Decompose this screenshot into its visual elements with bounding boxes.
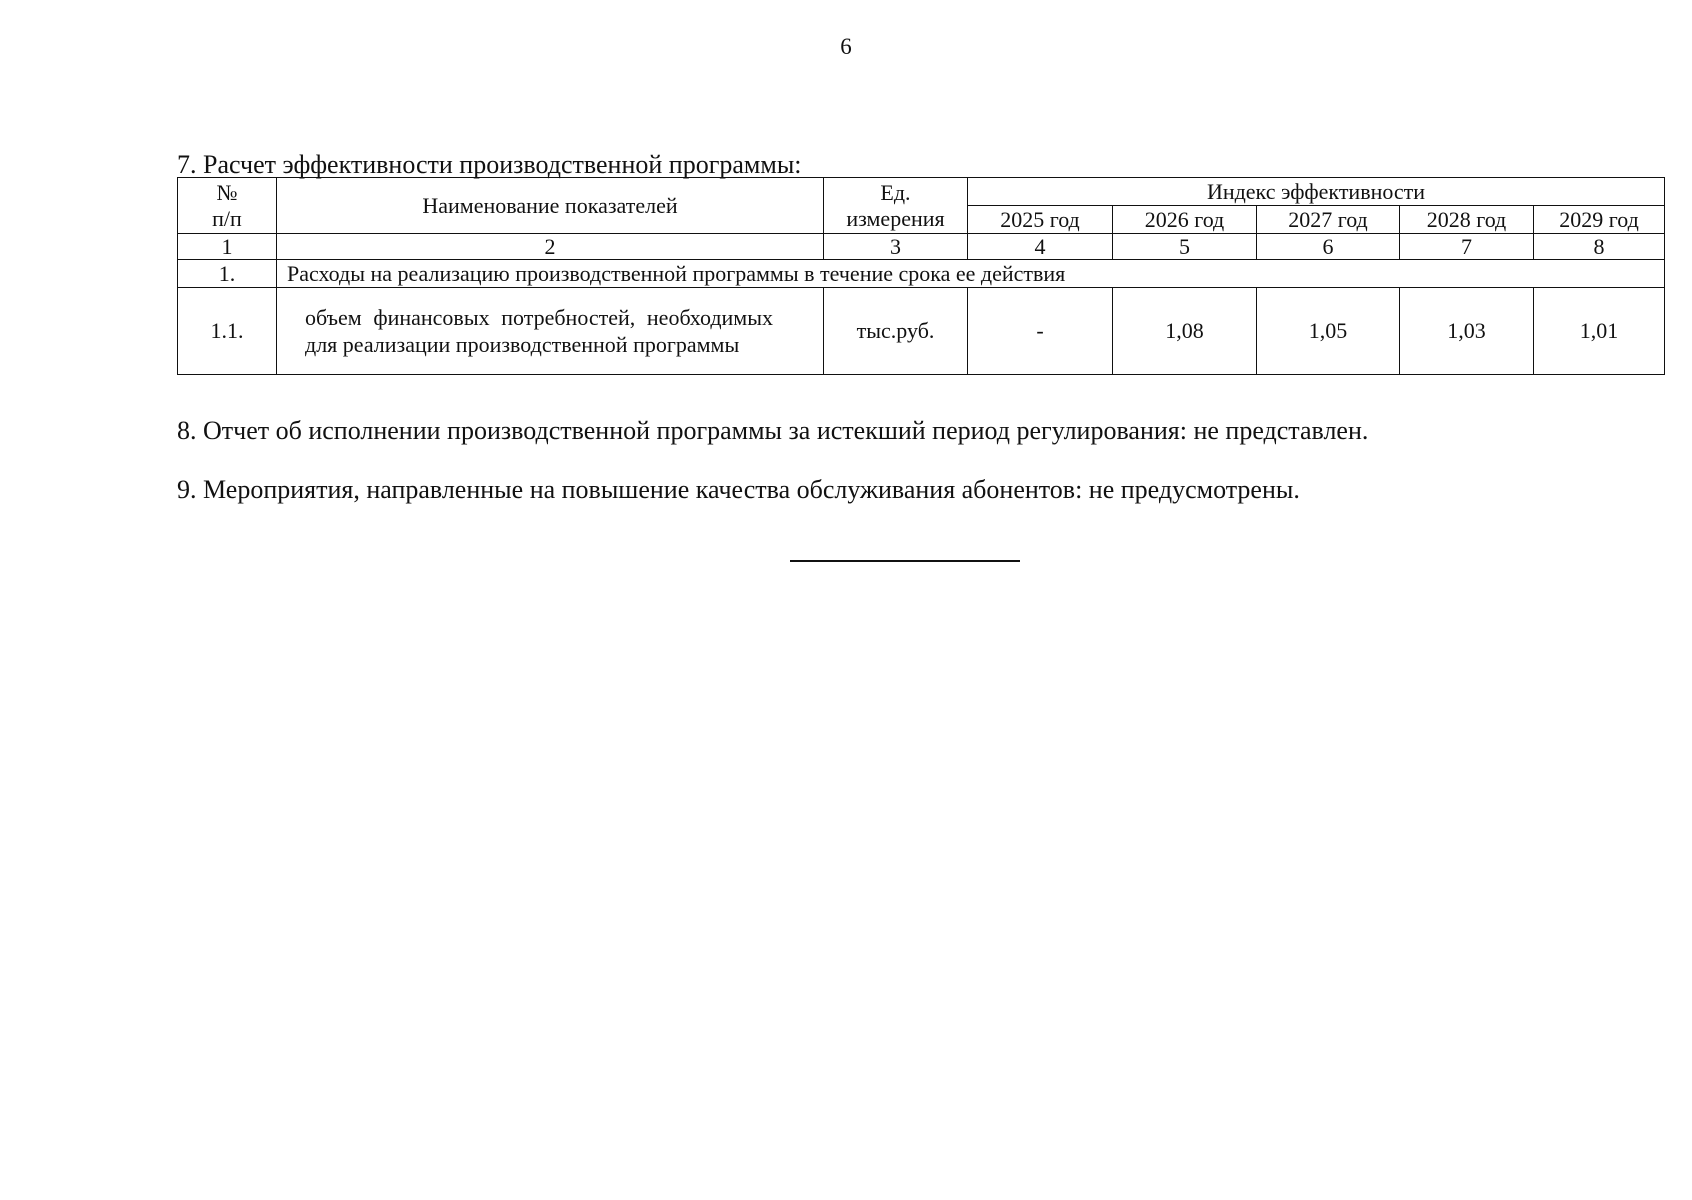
column-number: 3 bbox=[824, 234, 968, 260]
table-row bbox=[178, 288, 1665, 375]
header-unit: Ед. измерения bbox=[824, 178, 968, 234]
data-row-value-2029: 1,01 bbox=[1534, 288, 1665, 375]
header-year-2025: 2025 год bbox=[968, 206, 1113, 234]
table-header-row-1 bbox=[178, 178, 1665, 206]
column-number: 7 bbox=[1400, 234, 1534, 260]
data-row-name: объем финансовых потребностей, необходимых для реализации производственной программы bbox=[277, 288, 824, 375]
data-row-value-2025: - bbox=[968, 288, 1113, 375]
header-name: Наименование показателей bbox=[277, 178, 824, 234]
column-number-row bbox=[178, 234, 1665, 260]
data-row-unit: тыс.руб. bbox=[824, 288, 968, 375]
header-num: № п/п bbox=[178, 178, 277, 234]
efficiency-table-container bbox=[177, 177, 1664, 375]
section-row bbox=[178, 260, 1665, 288]
data-row-value-2027: 1,05 bbox=[1257, 288, 1400, 375]
data-row-value-2028: 1,03 bbox=[1400, 288, 1534, 375]
column-number: 1 bbox=[178, 234, 277, 260]
section-7-title: 7. Расчет эффективности производственной программы: bbox=[177, 150, 802, 179]
header-year-2027: 2027 год bbox=[1257, 206, 1400, 234]
column-number: 4 bbox=[968, 234, 1113, 260]
header-index: Индекс эффективности bbox=[968, 178, 1665, 206]
efficiency-table bbox=[177, 177, 1665, 375]
end-divider bbox=[790, 560, 1020, 562]
column-number: 2 bbox=[277, 234, 824, 260]
section-row-num: 1. bbox=[178, 260, 277, 288]
section-8-paragraph: 8. Отчет об исполнении производственной программы за истекший период регулирования: не представлен. bbox=[177, 416, 1369, 445]
section-row-text: Расходы на реализацию производственной программы в течение срока ее действия bbox=[277, 260, 1665, 288]
page-number: 6 bbox=[840, 34, 852, 59]
header-year-2029: 2029 год bbox=[1534, 206, 1665, 234]
section-9-paragraph: 9. Мероприятия, направленные на повышение качества обслуживания абонентов: не предусмотрены. bbox=[177, 475, 1300, 504]
column-number: 6 bbox=[1257, 234, 1400, 260]
header-year-2026: 2026 год bbox=[1113, 206, 1257, 234]
column-number: 8 bbox=[1534, 234, 1665, 260]
header-year-2028: 2028 год bbox=[1400, 206, 1534, 234]
column-number: 5 bbox=[1113, 234, 1257, 260]
data-row-num: 1.1. bbox=[178, 288, 277, 375]
data-row-value-2026: 1,08 bbox=[1113, 288, 1257, 375]
